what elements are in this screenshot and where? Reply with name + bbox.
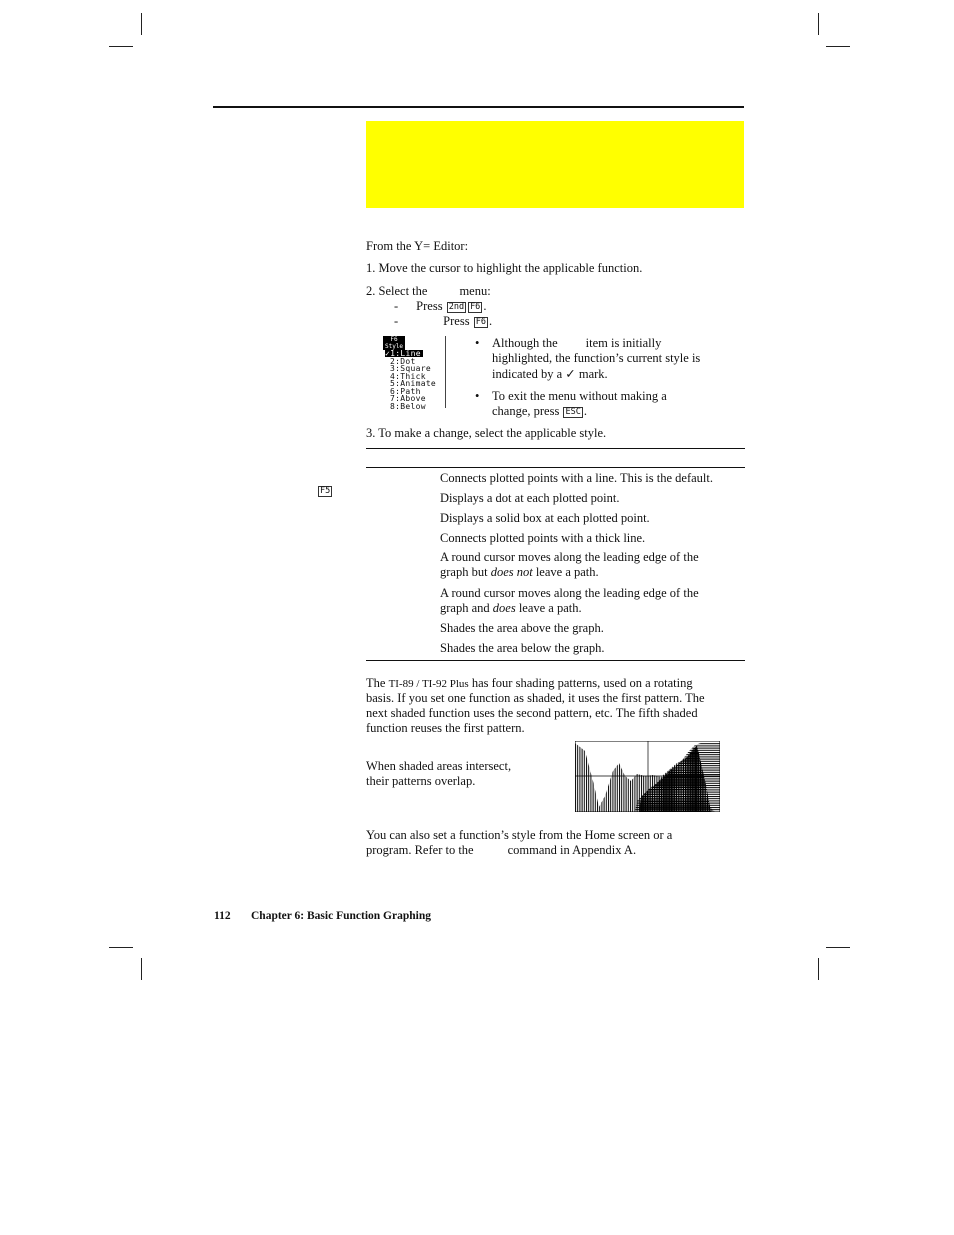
table-rule-top	[366, 448, 745, 449]
step-3: 3. To make a change, select the applicable style.	[366, 426, 607, 440]
table-rule-header	[366, 467, 745, 468]
chapter-title: Chapter 6: Basic Function Graphing	[251, 910, 431, 922]
table-row-line: Connects plotted points with a line. This is the default.	[440, 471, 713, 485]
crop-mark	[109, 947, 133, 948]
menu-item-path: 6:Path	[390, 386, 421, 396]
shading-paragraph-line-1: The TI-89 / TI-92 Plus has four shading patterns, used on a rotating	[366, 676, 693, 690]
bullet-2-line-2: change, press ESC .	[492, 404, 587, 418]
bullet-mark: •	[475, 389, 480, 403]
step-2-option-1: - Press 2nd F6 .	[394, 299, 487, 313]
menu-item-square: 3:Square	[390, 364, 431, 373]
table-rule-bottom	[366, 660, 745, 661]
shading-paragraph-line-2: basis. If you set one function as shaded, it uses the first pattern. The	[366, 691, 705, 705]
table-row-square: Displays a solid box at each plotted point.	[440, 511, 650, 525]
crop-mark	[818, 13, 819, 35]
shading-paragraph-line-4: function reuses the first pattern.	[366, 721, 525, 735]
header-rule	[213, 106, 744, 108]
graph-caption-line-2: their patterns overlap.	[366, 774, 476, 788]
bullet-1-line-3: indicated by a ✓ mark.	[492, 366, 608, 381]
page-number: 112	[214, 910, 231, 922]
table-row-path: A round cursor moves along the leading edge of the graph and does leave a path.	[440, 586, 699, 615]
menu-header: F6 Style	[384, 336, 404, 350]
crop-mark	[818, 958, 819, 980]
crop-mark	[826, 46, 850, 47]
table-row-animate: A round cursor moves along the leading edge of the graph but does not leave a path.	[440, 550, 699, 579]
also-line-2: program. Refer to the command in Appendix A.	[366, 843, 637, 857]
menu-item-animate: 5:Animate	[390, 379, 437, 388]
key-f6: F6	[470, 302, 481, 312]
step-2-option-2: - Press F6 .	[394, 314, 493, 328]
step-1: 1. Move the cursor to highlight the applicable function.	[366, 261, 643, 275]
table-row-above: Shades the area above the graph.	[440, 621, 604, 635]
crop-mark	[826, 947, 850, 948]
shading-paragraph-line-3: next shaded function uses the second pattern, etc. The fifth shaded	[366, 706, 698, 720]
side-key-f5: F5	[320, 486, 331, 496]
menu-item-thick: 4:Thick	[390, 371, 426, 381]
check-icon: ✓	[565, 366, 576, 381]
menu-item-above: 7:Above	[390, 394, 426, 403]
bullet-mark: •	[475, 336, 480, 350]
menu-item-line: ✓1:Line	[385, 350, 423, 357]
table-row-below: Shades the area below the graph.	[440, 641, 605, 655]
step-2: 2. Select the menu:	[366, 284, 491, 298]
shaded-graph-screenshot	[575, 741, 720, 812]
bullet-1-line-1: Although the item is initially	[492, 336, 662, 350]
key-2nd: 2nd	[448, 302, 465, 312]
key-f6: F6	[475, 317, 486, 327]
highlight-band	[366, 121, 744, 208]
bullet-2-line-1: To exit the menu without making a	[492, 389, 667, 403]
crop-mark	[109, 46, 133, 47]
crop-mark	[141, 958, 142, 980]
crop-mark	[141, 13, 142, 35]
graph-caption-line-1: When shaded areas intersect,	[366, 759, 512, 773]
style-menu-screenshot	[383, 336, 446, 411]
also-line-1: You can also set a function’s style from the Home screen or a	[366, 828, 673, 842]
menu-item-dot: 2:Dot	[390, 356, 416, 366]
intro-text: From the Y= Editor:	[366, 239, 469, 253]
bullet-1-line-2: highlighted, the function’s current style is	[492, 351, 701, 365]
menu-item-below: 8:Below	[390, 401, 426, 411]
table-row-thick: Connects plotted points with a thick line.	[440, 531, 646, 545]
key-esc: ESC	[565, 407, 581, 417]
table-row-dot: Displays a dot at each plotted point.	[440, 491, 620, 505]
